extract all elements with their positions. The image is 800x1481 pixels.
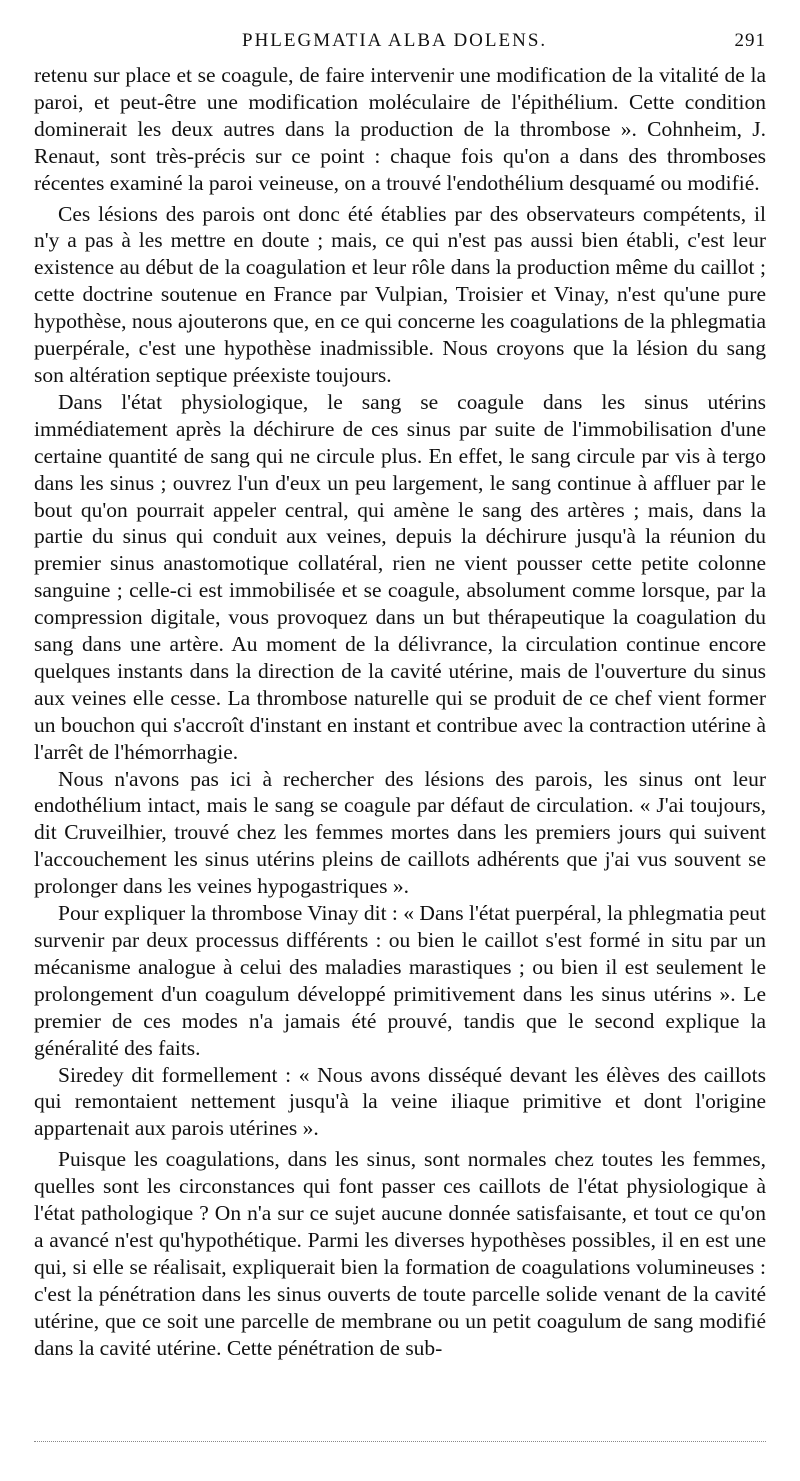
paragraph-5: Pour expliquer la thrombose Vinay dit : « Dans l'état puerpéral, la phlegmatia peut survenir par deux processus différents : ou bien le caillot s'est formé in situ par un mécanisme analogue à celui des maladies marastiques ; ou bien il est seulement le prolongement d'un coagulum développé primitivement dans les sinus utérins ». Le premier de ces modes n'a jamais été prouvé, tandis que le second explique la généralité des faits. <box>34 901 766 1060</box>
paragraph-1: retenu sur place et se coagule, de faire intervenir une modification de la vitalité de la paroi, et peut-être une modification moléculaire de l'épithélium. Cette condition dominerait les deux autres dans la production de la thrombose ». Cohnheim, J. Renaut, sont très-précis sur ce point : chaque fois qu'on a dans des thromboses récentes examiné la paroi veineuse, on a trouvé l'endothélium desquamé ou modifié. <box>34 63 766 195</box>
paragraph-6: Siredey dit formellement : « Nous avons disséqué devant les élèves des caillots qui remontaient nettement jusqu'à la veine iliaque primitive et dont l'origine appartenait aux parois utérines ». <box>34 1062 766 1141</box>
paragraph-4: Nous n'avons pas ici à rechercher des lésions des parois, les sinus ont leur endothélium intact, mais le sang se coagule par défaut de circulation. « J'ai toujours, dit Cruveilhier, trouvé chez les femmes mortes dans les premiers jours qui suivent l'accouchement les sinus utérins pleins de caillots adhérents que j'ai vus souvent se prolonger dans les veines hypogastriques ». <box>34 766 766 899</box>
page-header <box>34 30 766 58</box>
paragraph-2: Ces lésions des parois ont donc été établies par des observateurs compétents, il n'y a pas à les mettre en doute ; mais, ce qui n'est pas aussi bien établi, c'est leur existence au début de la coagulation et leur rôle dans la production même du caillot ; cette doctrine soutenue en France par Vulpian, Troisier et Vinay, n'est qu'une pure hypothèse, nous ajouterons que, en ce qui concerne les coagulations de la phlegmatia puerpérale, c'est une hypothèse inadmissible. Nous croyons que la lésion du sang son altération septique préexiste toujours. <box>34 201 766 387</box>
paragraph-7: Puisque les coagulations, dans les sinus, sont normales chez toutes les femmes, quelles sont les circonstances qui font passer ces caillots de l'état physiologique à l'état pathologique ? On n'a sur ce sujet aucune donnée satisfaisante, et tout ce qu'on a avancé n'est qu'hypothétique. Parmi les diverses hypothèses possibles, il en est une qui, si elle se réalisait, expliquerait bien la formation de coagulations volumineuses : c'est la pénétration dans les sinus ouverts de toute parcelle solide venant de la cavité utérine, que ce soit une parcelle de membrane ou un petit coagulum de sang modifié dans la cavité utérine. Cette pénétration de sub- <box>34 1147 766 1360</box>
body-text <box>34 62 766 1362</box>
paragraph-3: Dans l'état physiologique, le sang se coagule dans les sinus utérins immédiatement après la déchirure de ces sinus par suite de l'immobilisation d'une certaine quantité de sang qui ne circule plus. En effet, le sang circule par vis à tergo dans les sinus ; ouvrez l'un d'eux un peu largement, le sang continue à affluer par le bout qu'on pourrait appeler central, qui amène le sang des artères ; mais, dans la partie du sinus qui conduit aux veines, depuis la déchirure jusqu'à la réunion du premier sinus anastomotique collatéral, rien ne vient pousser cette petite colonne sanguine ; celle-ci est immobilisée et se coagule, absolument comme lorsque, par la compression digitale, vous provoquez dans un but thérapeutique la coagulation du sang dans une artère. Au moment de la délivrance, la circulation continue encore quelques instants dans la direction de la cavité utérine, mais de l'ouverture du sinus aux veines elle cesse. La thrombose naturelle qui se produit de ce chef vient former un bouchon qui s'accroît d'instant en instant et contribue avec la contraction utérine à l'arrêt de l'hémorrhagie. <box>34 389 766 764</box>
page-number: 291 <box>734 30 766 51</box>
running-title: PHLEGMATIA ALBA DOLENS. <box>242 30 548 51</box>
footer-rule <box>34 1441 766 1442</box>
